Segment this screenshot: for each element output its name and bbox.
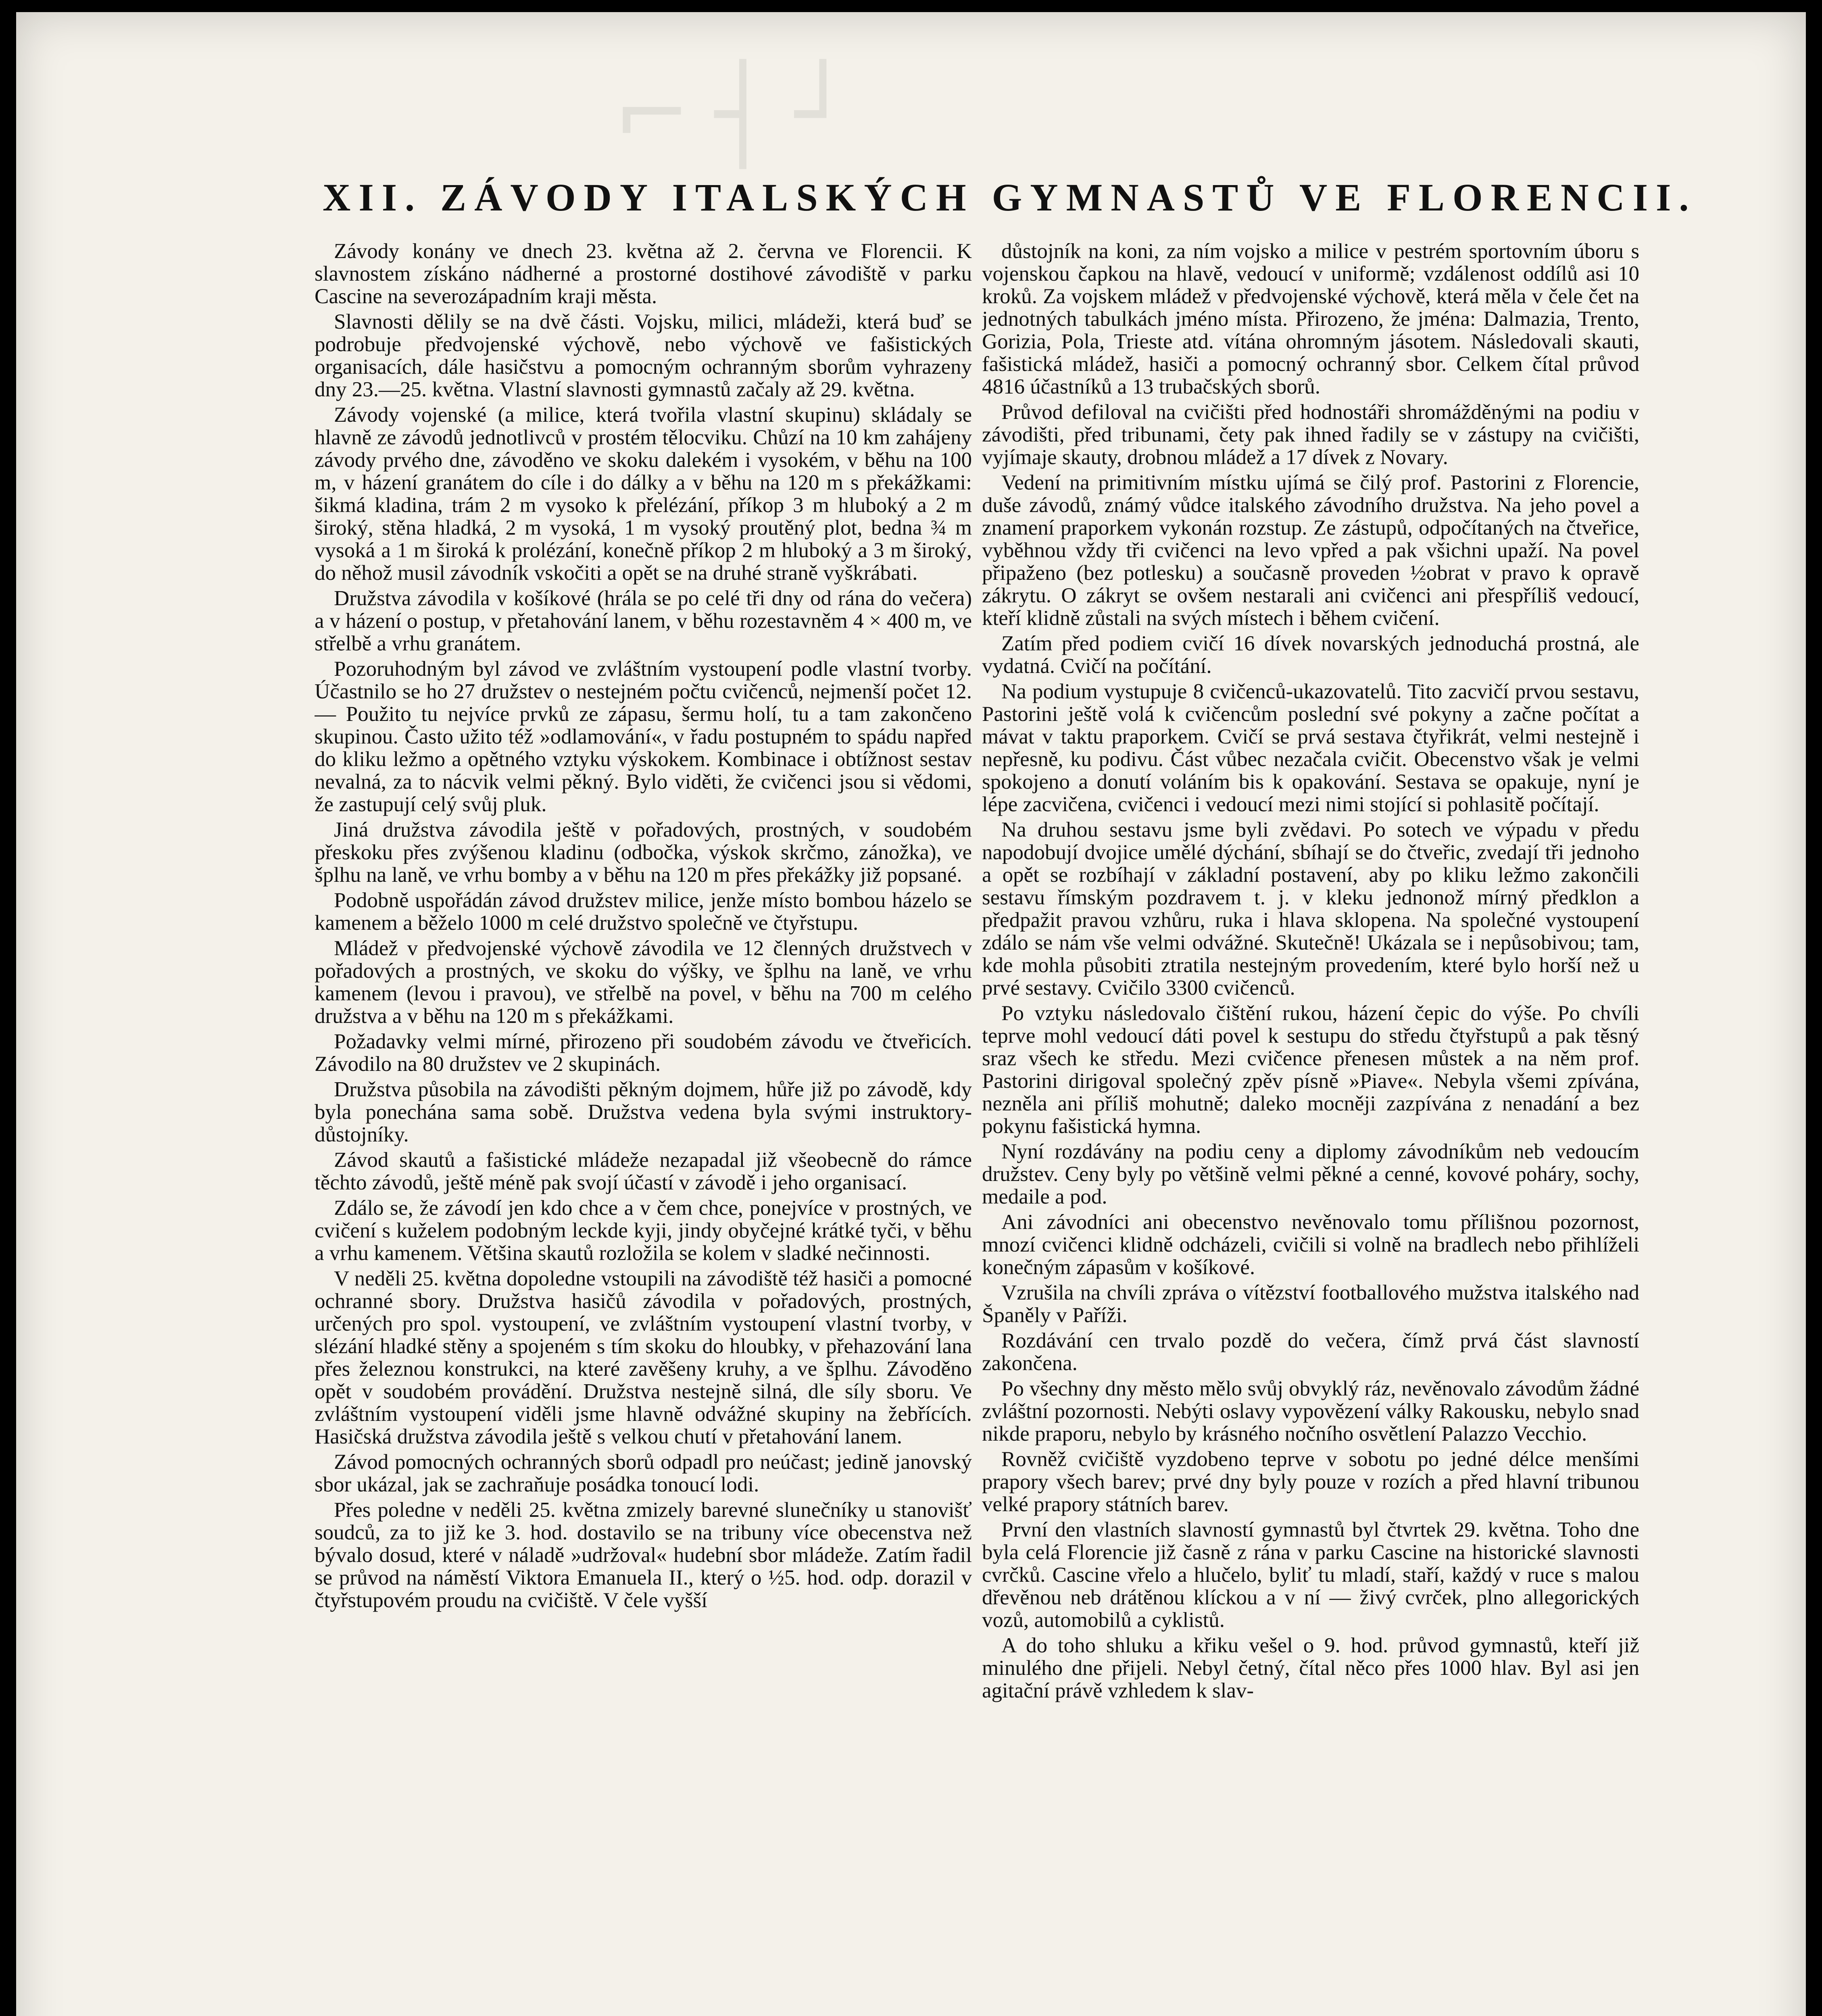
paragraph: Ani závodníci ani obecenstvo nevěnovalo tomu přílišnou pozornost, mnozí cvičenci klidně odcházeli, cvičili si volně na bradlech nebo přihlíželi konečným zápasům v košíkové.	[982, 1210, 1639, 1279]
paragraph: První den vlastních slavností gymnastů byl čtvrtek 29. května. Toho dne byla celá Florencie již časně z rána v parku Cascine na historické slavnosti cvrčků. Cascine vřelo a hlučelo, byliť tu mladí, staří, každý v ruce s malou dřevěnou neb drátěnou klíckou a v ní — živý cvrček, plno allegorických vozů, automobilů a cyklistů.	[982, 1518, 1639, 1632]
article-title: XII. ZÁVODY ITALSKÝCH GYMNASTŮ VE FLORENCII.	[323, 176, 1697, 219]
paragraph: Přes poledne v neděli 25. května zmizely barevné slunečníky u stanovišť soudců, za to již ke 3. hod. dostavilo se na tribuny více obecenstva než bývalo dosud, které v náladě »udržoval« hudební sbor mládeže. Zatím řadil se průvod na náměstí Viktora Emanuela II., který o ½5. hod. odp. dorazil v čtyřstupovém proudu na cvičiště. V čele vyšší	[315, 1498, 972, 1612]
paragraph: Závod pomocných ochranných sborů odpadl pro neúčast; jedině janovský sbor ukázal, jak se zachraňuje posádka tonoucí lodi.	[315, 1450, 972, 1496]
paragraph: Jiná družstva závodila ještě v pořadových, prostných, v soudobém přeskoku přes zvýšenou kladinu (odbočka, výskok skrčmo, zánožka), ve šplhu na laně, ve vrhu bomby a v běhu na 120 m přes překážky již popsané.	[315, 818, 972, 887]
paragraph: Závody konány ve dnech 23. května až 2. června ve Florencii. K slavnostem získáno nádherné a prostorné dostihové závodiště v parku Cascine na severozápadním kraji města.	[315, 240, 972, 308]
paragraph: Nyní rozdávány na podiu ceny a diplomy závodníkům neb vedoucím družstev. Ceny byly po většině velmi pěkné a cenné, kovové poháry, sochy, medaile a pod.	[982, 1140, 1639, 1208]
paragraph: Pozoruhodným byl závod ve zvláštním vystoupení podle vlastní tvorby. Účastnilo se ho 27 družstev o nestejném počtu cvičenců, nejmenší počet 12. — Použito tu nejvíce prvků ze zápasu, šermu holí, tu a tam zakončeno skupinou. Často užito též »odlamování«, v řadu postupném to spádu napřed do kliku ležmo a opětného vztyku výskokem. Kombinace i obtížnost sestav nevalná, za to nácvik velmi pěkný. Bylo viděti, že cvičenci jsou si vědomi, že zastupují celý svůj pluk.	[315, 657, 972, 816]
paragraph: Po vztyku následovalo čištění rukou, házení čepic do výše. Po chvíli teprve mohl vedoucí dáti povel k sestupu do středu čtyřstupů a pak těsný sraz všech ke středu. Mezi cvičence přenesen můstek a na něm prof. Pastorini dirigoval společný zpěv písně »Piave«. Nebyla všemi zpívána, nezněla ani příliš mohutně; daleko mocněji zazpívána z nenadání a bez pokynu fašistická hymna.	[982, 1002, 1639, 1138]
paragraph: A do toho shluku a křiku vešel o 9. hod. průvod gymnastů, kteří již minulého dne přijeli. Nebyl četný, čítal něco přes 1000 hlav. Byl asi jen agitační právě vzhledem k slav-	[982, 1634, 1639, 1702]
paragraph: Závod skautů a fašistické mládeže nezapadal již všeobecně do rámce těchto závodů, ještě méně pak svojí účastí v závodě i jeho organisací.	[315, 1148, 972, 1194]
paragraph: Vzrušila na chvíli zpráva o vítězství footballového mužstva italského nad Španěly v Paříži.	[982, 1281, 1639, 1327]
paragraph: V neděli 25. května dopoledne vstoupili na závodiště též hasiči a pomocné ochranné sbory. Družstva hasičů závodila v pořadových, prostných, určených pro spol. vystoupení, ve zvláštním vystoupení vlastní tvorby, v slézání hladké stěny a spojeném s tím skoku do hloubky, v přehazování lana přes železnou konstrukci, na které zavěšeny kruhy, a ve šplhu. Závoděno opět v soudobém provádění. Družstva nestejně silná, dle síly sboru. Ve zvláštním vystoupení viděli jsme hlavně odvážné skupiny na žebřících. Hasičská družstva závodila ještě s velkou chutí v přetahování lanem.	[315, 1267, 972, 1448]
paragraph: Po všechny dny město mělo svůj obvyklý ráz, nevěnovalo závodům žádné zvláštní pozornosti. Nebýti oslavy vypovězení války Rakousku, nebylo snad nikde praporu, nebylo by krásného nočního osvětlení Palazzo Vecchio.	[982, 1377, 1639, 1445]
paragraph: Závody vojenské (a milice, která tvořila vlastní skupinu) skládaly se hlavně ze závodů jednotlivců v prostém tělocviku. Chůzí na 10 km zahájeny závody prvého dne, závoděno ve skoku dalekém i vysokém, v běhu na 100 m, v házení granátem do cíle i do dálky a v běhu na 120 m s překážkami: šikmá kladina, trám 2 m vysoko k přelézání, příkop 3 m hluboký a 2 m široký, stěna hladká, 2 m vysoká, 1 m vysoký proutěný plot, bedna ¾ m vysoká a 1 m široká k prolézání, konečně příkop 2 m hluboký a 3 m široký, do něhož musil závodník vskočiti a opět se na druhé straně vyškrábati.	[315, 403, 972, 585]
right-column	[982, 240, 1639, 2016]
paragraph: Rovněž cvičiště vyzdobeno teprve v sobotu po jedné délce menšími prapory všech barev; prvé dny byly pouze v rozích a před hlavní tribunou velké prapory státních barev.	[982, 1447, 1639, 1516]
paragraph: Rozdávání cen trvalo pozdě do večera, čímž prvá část slavností zakončena.	[982, 1329, 1639, 1375]
paragraph: Na podium vystupuje 8 cvičenců-ukazovatelů. Tito zacvičí prvou sestavu, Pastorini ještě volá k cvičencům poslední své pokyny a začne počítat a mávat v taktu praporkem. Cvičí se prvá sestava čtyřikrát, velmi nestejně i nepřesně, ku podivu. Část vůbec nezačala cvičit. Obecenstvo však je velmi spokojeno a donutí voláním bis k opakování. Sestava se opakuje, nyní je lépe zacvičena, cvičenci i vedoucí mezi nimi stojící si pohlasitě počítají.	[982, 680, 1639, 816]
paragraph: Zatím před podiem cvičí 16 dívek novarských jednoduchá prostná, ale vydatná. Cvičí na počítání.	[982, 632, 1639, 678]
paragraph: důstojník na koni, za ním vojsko a milice v pestrém sportovním úboru s vojenskou čapkou na hlavě, vedoucí v uniformě; vzdálenost oddílů asi 10 kroků. Za vojskem mládež v předvojenské výchově, která měla v čele čet na jednotných tabulkách jméno místa. Přirozeno, že jména: Dalmazia, Trento, Gorizia, Pola, Trieste atd. vítána ohromným jásotem. Následovali skauti, fašistická mládež, hasiči a pomocný ochranný sbor. Celkem čítal průvod 4816 účastníků a 13 trubačských sborů.	[982, 240, 1639, 398]
scanned-page	[16, 12, 1806, 2016]
paragraph: Zdálo se, že závodí jen kdo chce a v čem chce, ponejvíce v prostných, ve cvičení s kuželem podobným leckde kyji, jindy obyčejné krátké tyči, v běhu a vrhu kamenem. Většina skautů rozložila se kolem v sladké nečinnosti.	[315, 1196, 972, 1265]
paragraph: Slavnosti dělily se na dvě části. Vojsku, milici, mládeži, která buď se podrobuje předvojenské výchově, nebo výchově ve fašistických organisacích, dále hasičstvu a pomocným ochranným sborům vyhrazeny dny 23.—25. května. Vlastní slavnosti gymnastů začaly až 29. května.	[315, 310, 972, 401]
faint-scan-mark: ⌐┤┘	[613, 60, 875, 168]
paragraph: Požadavky velmi mírné, přirozeno při soudobém závodu ve čtveřicích. Závodilo na 80 družstev ve 2 skupinách.	[315, 1030, 972, 1076]
paragraph: Mládež v předvojenské výchově závodila ve 12 členných družstvech v pořadových a prostných, ve skoku do výšky, ve šplhu na laně, ve vrhu kamenem (levou i pravou), ve střelbě na povel, v běhu na 700 m celého družstva a v běhu na 120 m s překážkami.	[315, 937, 972, 1028]
paragraph: Družstva působila na závodišti pěkným dojmem, hůře již po závodě, kdy byla ponechána sama sobě. Družstva vedena byla svými instruktory-důstojníky.	[315, 1078, 972, 1146]
paragraph: Průvod defiloval na cvičišti před hodnostáři shromážděnými na podiu v závodišti, před tribunami, čety pak ihned řadily se v zástupy na cvičišti, vyjímaje skauty, drobnou mládež a 17 dívek z Novary.	[982, 400, 1639, 469]
paragraph: Podobně uspořádán závod družstev milice, jenže místo bombou házelo se kamenem a běželo 1000 m celé družstvo společně ve čtyřstupu.	[315, 889, 972, 935]
paragraph: Vedení na primitivním místku ujímá se čilý prof. Pastorini z Florencie, duše závodů, známý vůdce italského závodního družstva. Na jeho povel a znamení praporkem vykonán rozstup. Ze zástupů, odpočítaných na čtveřice, vyběhnou vždy tři cvičenci na levo vpřed a pak všichni upaží. Na povel připaženo (bez potlesku) a současně proveden ½obrat v pravo k opravě zákrytu. O zákryt se ovšem nestarali ani cvičenci ani přespříliš vedoucí, kteří klidně zůstali na svých místech i během cvičení.	[982, 471, 1639, 630]
paragraph: Družstva závodila v košíkové (hrála se po celé tři dny od rána do večera) a v házení o postup, v přetahování lanem, v běhu rozestavněm 4 × 400 m, ve střelbě a vrhu granátem.	[315, 587, 972, 655]
left-column	[315, 240, 972, 2016]
paragraph: Na druhou sestavu jsme byli zvědavi. Po sotech ve výpadu v předu napodobují dvojice umělé dýchání, sbíhají se do čtveřic, zvedají tři jednoho a opět se rozbíhají v základní postavení, aby po kliku ležmo zakončili sestavu římským pozdravem t. j. v kleku jednonož mírný předklon a předpažit pravou vzhůru, ruka i hlava sklopena. Na společné vystoupení zdálo se nám vše velmi odvážné. Skutečně! Ukázala se i nepůsobivou; tam, kde mohla působiti ztratila nestejným provedením, které bylo horší než u prvé sestavy. Cvičilo 3300 cvičenců.	[982, 818, 1639, 1000]
